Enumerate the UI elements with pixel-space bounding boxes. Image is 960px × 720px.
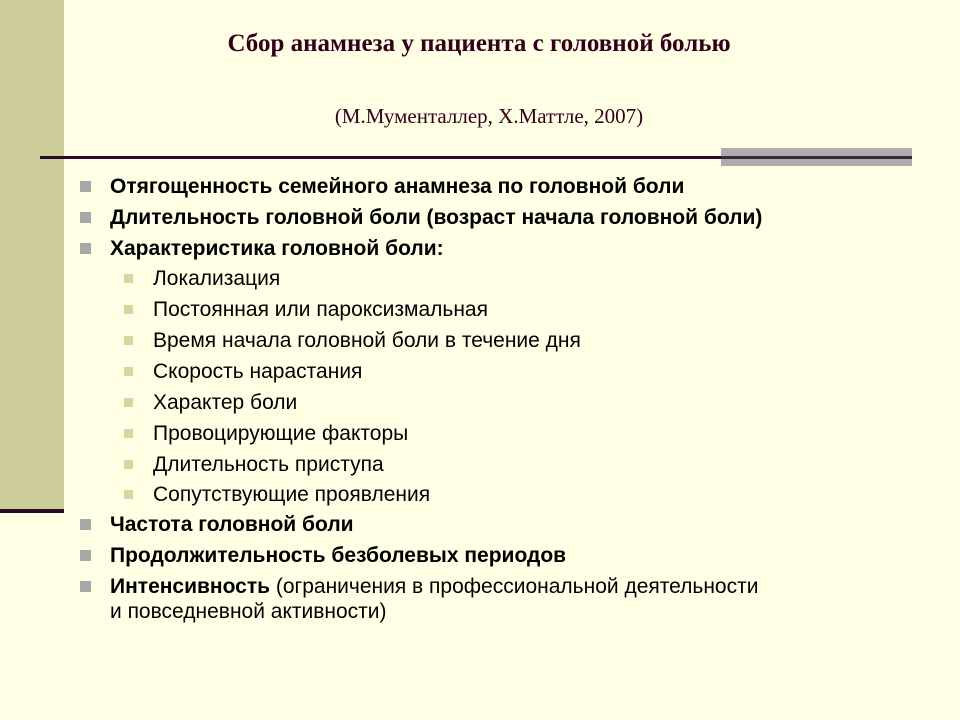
list-item bbox=[110, 236, 444, 261]
sub-list-item bbox=[153, 266, 280, 291]
list-item bbox=[110, 512, 354, 537]
sub-list-item bbox=[153, 421, 408, 446]
sub-list-item-label: Постоянная или пароксизмальная bbox=[153, 298, 488, 321]
list-item-label-line2: и повседневной активности) bbox=[110, 600, 387, 623]
list-item bbox=[110, 174, 684, 199]
square-bullet-icon bbox=[124, 460, 133, 469]
sub-list-item bbox=[153, 482, 430, 507]
list-item bbox=[110, 574, 758, 599]
sub-list-item-label: Длительность приступа bbox=[153, 453, 384, 476]
sub-list-item bbox=[153, 328, 581, 353]
sub-list-item-label: Характер боли bbox=[153, 391, 298, 414]
square-bullet-icon bbox=[80, 212, 91, 223]
square-bullet-icon bbox=[124, 398, 133, 407]
sub-list-item-label: Провоцирующие факторы bbox=[153, 422, 409, 445]
square-bullet-icon bbox=[80, 550, 91, 561]
square-bullet-icon bbox=[80, 181, 91, 192]
list-item-continuation bbox=[110, 599, 387, 624]
square-bullet-icon bbox=[80, 581, 91, 592]
list-item bbox=[110, 205, 762, 230]
square-bullet-icon bbox=[124, 336, 133, 345]
sub-list-item-label: Локализация bbox=[153, 267, 281, 290]
list-item-label-bold: Интенсивность bbox=[110, 575, 271, 598]
sub-list-item bbox=[153, 452, 384, 477]
square-bullet-icon bbox=[124, 367, 133, 376]
sub-list-item-label: Скорость нарастания bbox=[153, 360, 363, 383]
square-bullet-icon bbox=[124, 305, 133, 314]
sub-list-item-label: Сопутствующие проявления bbox=[153, 483, 431, 506]
square-bullet-icon bbox=[80, 519, 91, 530]
list-item-label: Отягощенность семейного анамнеза по головной боли bbox=[110, 175, 685, 198]
list-item-label: Длительность головной боли (возраст начала головной боли) bbox=[110, 206, 763, 229]
square-bullet-icon bbox=[124, 429, 133, 438]
sub-list-item bbox=[153, 297, 488, 322]
list-item-label: Характеристика головной боли: bbox=[110, 237, 444, 260]
sub-list-item bbox=[153, 390, 297, 415]
sub-list-item-label: Время начала головной боли в течение дня bbox=[153, 329, 581, 352]
list-item-label-rest: (ограничения в профессиональной деятельности bbox=[270, 575, 759, 598]
square-bullet-icon bbox=[124, 274, 133, 283]
square-bullet-icon bbox=[124, 490, 133, 499]
sub-list-item bbox=[153, 359, 362, 384]
list-item-label: Продолжительность безболевых периодов bbox=[110, 544, 567, 567]
slide-title: Сбор анамнеза у пациента с головной болью bbox=[227, 30, 731, 57]
list-item-label: Частота головной боли bbox=[110, 513, 354, 536]
square-bullet-icon bbox=[80, 243, 91, 254]
list-item bbox=[110, 543, 566, 568]
slide-subtitle: (М.Мументаллер, Х.Маттле, 2007) bbox=[334, 104, 644, 128]
